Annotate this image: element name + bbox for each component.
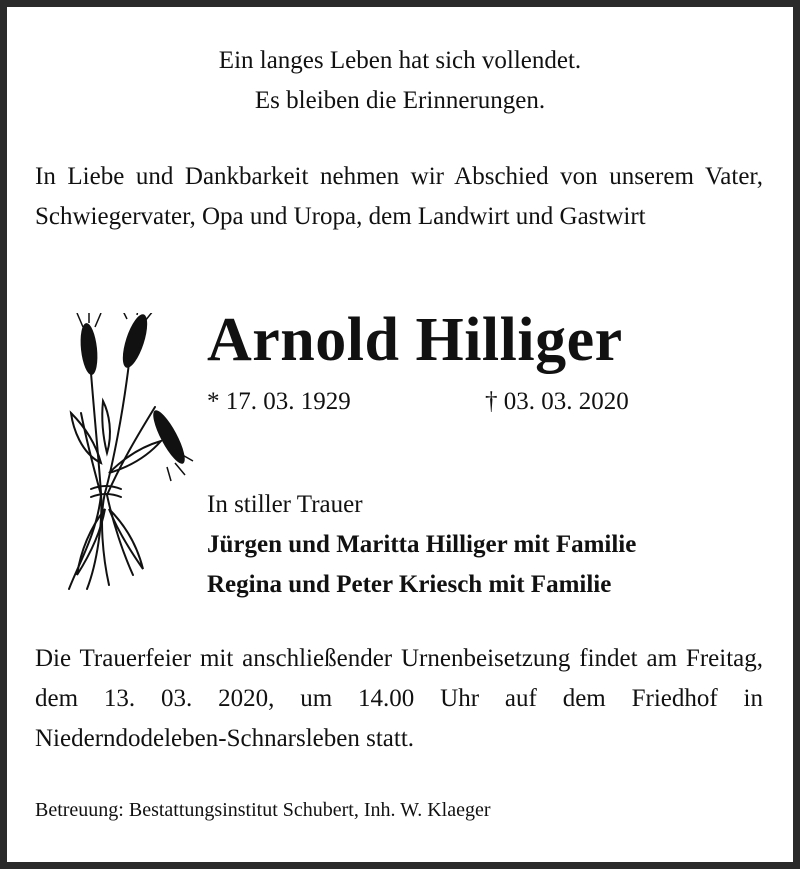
intro-verse	[7, 41, 793, 121]
wheat-bundle-illustration	[51, 313, 201, 597]
mourner-family: Regina und Peter Kriesch mit Familie	[207, 571, 612, 598]
mourner-family: Jürgen und Maritta Hilliger mit Familie	[207, 531, 637, 558]
obituary-notice	[7, 7, 793, 862]
death-date: † 03. 03. 2020	[485, 388, 629, 415]
intro-line-2: Es bleiben die Erinnerungen.	[254, 87, 546, 114]
funeral-home-credit: Betreuung: Bestattungsinstitut Schubert, Inh. W. Klaeger	[35, 799, 491, 821]
mourners-heading: In stiller Trauer	[207, 491, 363, 518]
funeral-service-text: Die Trauerfeier mit anschließender Urnenbeisetzung findet am Freitag, dem 13. 03. 2020, um 14.00 Uhr auf dem Friedhof in Niederndodeleben-Schnarsleben statt.	[35, 645, 763, 752]
birth-date: * 17. 03. 1929	[207, 388, 351, 415]
intro-line-1: Ein langes Leben hat sich vollendet.	[218, 47, 582, 74]
deceased-name: Arnold Hilliger	[207, 306, 623, 374]
mourners-block	[207, 485, 636, 605]
announcement-text: In Liebe und Dankbarkeit nehmen wir Abschied von unserem Vater, Schwiegervater, Opa und Uropa, dem Landwirt und Gastwirt	[35, 163, 763, 230]
